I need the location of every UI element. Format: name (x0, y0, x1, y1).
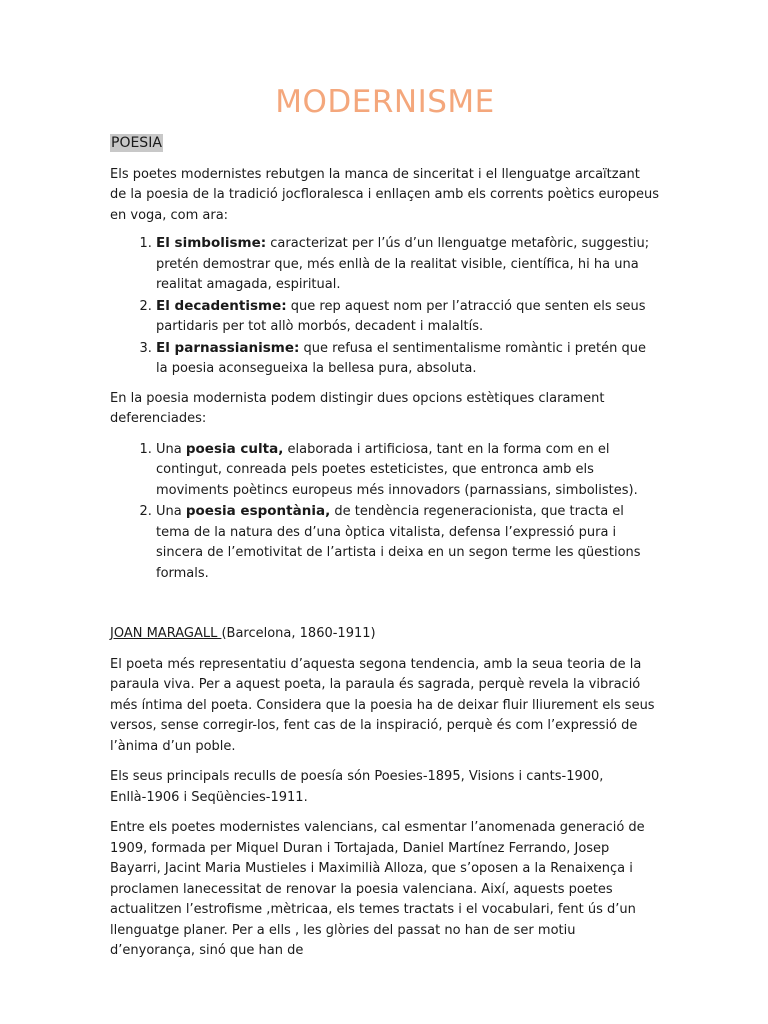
term-label: El decadentisme: (156, 297, 287, 314)
option-prefix: Una (156, 504, 186, 519)
body-paragraph: Els seus principals reculls de poesía són Poesies-1895, Visions i cants-1900, Enllà-1906 i Seqüències-1911. (110, 769, 604, 805)
term-label: El simbolisme: (156, 235, 267, 251)
section-heading-poesia: POESIA (111, 135, 162, 151)
list-item (156, 296, 660, 338)
document-title: MODERNISME (275, 84, 495, 120)
term-label: poesia culta, (185, 440, 284, 457)
list-item (156, 233, 660, 296)
options-list (110, 439, 660, 585)
term-description: de tendència regeneracionista, que tracta el tema de la natura des d’una òptica vitalista, defensa l’expressió pura i sincera de l’emotivitat de l’artista i deixa en un segon terme les qüestions formals. (156, 504, 641, 581)
body-paragraph: El poeta més representatiu d’aquesta segona tendencia, amb la seua teoria de la paraula viva. Per a aquest poeta, la paraula és sagrada, perquè revela la vibració més íntima del poeta. Considera que la poesia ha de deixar fluir lliurement els seus versos, sense corregir-los, fent cas de la inspiració, perquè és com l’expressió de l’ànima d’un poble. (110, 656, 655, 754)
term-label: El parnassianisme: (156, 339, 300, 356)
list-item (156, 501, 660, 584)
term-description: caracterizat per l’ús d’un llenguatge metafòric, suggestiu; pretén demostrar que, més enllà de la realitat visible, científica, hi ha una realitat amagada, espiritual. (156, 236, 650, 292)
body-paragraph: Entre els poetes modernistes valencians, cal esmentar l’anomenada generació de 1909, formada per Miquel Duran i Tortajada, Daniel Martínez Ferrando, Josep Bayarri, Jacint Maria Mustieles i Maximilià Alloza, que s’oposen a la Renaixença i proclamen lanecessitat de renovar la poesia valenciana. Així, aquests poetes actualitzen l’estrofisme ,mètricaa, els temes tractats i el vocabulari, fent ús d’un llenguatge planer. Per a ells , les glòries del passat no han de ser motiu d’enyorança, sinó que han de (110, 820, 645, 958)
intro-paragraph: Els poetes modernistes rebutgen la manca de sinceritat i el llenguatge arcaïtzant de la poesia de la tradició jocfloralesca i enllaçen amb els corrents poètics europeus en voga, com ara: (110, 166, 659, 223)
term-label: poesia espontània, (185, 503, 331, 519)
currents-list (110, 233, 660, 380)
term-description: que refusa el sentimentalisme romàntic i pretén que la poesia aconsegueixa la bellesa pura, absoluta. (156, 340, 647, 376)
term-description: que rep aquest nom per l’atracció que senten els seus partidaris per tot allò morbós, decadent i malaltís. (156, 298, 646, 334)
list-item (156, 439, 660, 502)
document-body (110, 80, 660, 962)
author-heading (110, 624, 660, 645)
author-name: JOAN MARAGALL (110, 626, 222, 641)
options-intro-paragraph: En la poesia modernista podem distingir dues opcions estètiques clarament deferenciades: (110, 390, 605, 426)
list-item (156, 338, 660, 380)
author-dates: (Barcelona, 1860-1911) (221, 626, 376, 641)
option-prefix: Una (156, 441, 186, 457)
term-description: elaborada i artificiosa, tant en la forma com en el contingut, conreada pels poetes esteticistes, que entronca amb els moviments poètincs europeus més innovadors (parnassians, simbolistes). (156, 441, 638, 498)
